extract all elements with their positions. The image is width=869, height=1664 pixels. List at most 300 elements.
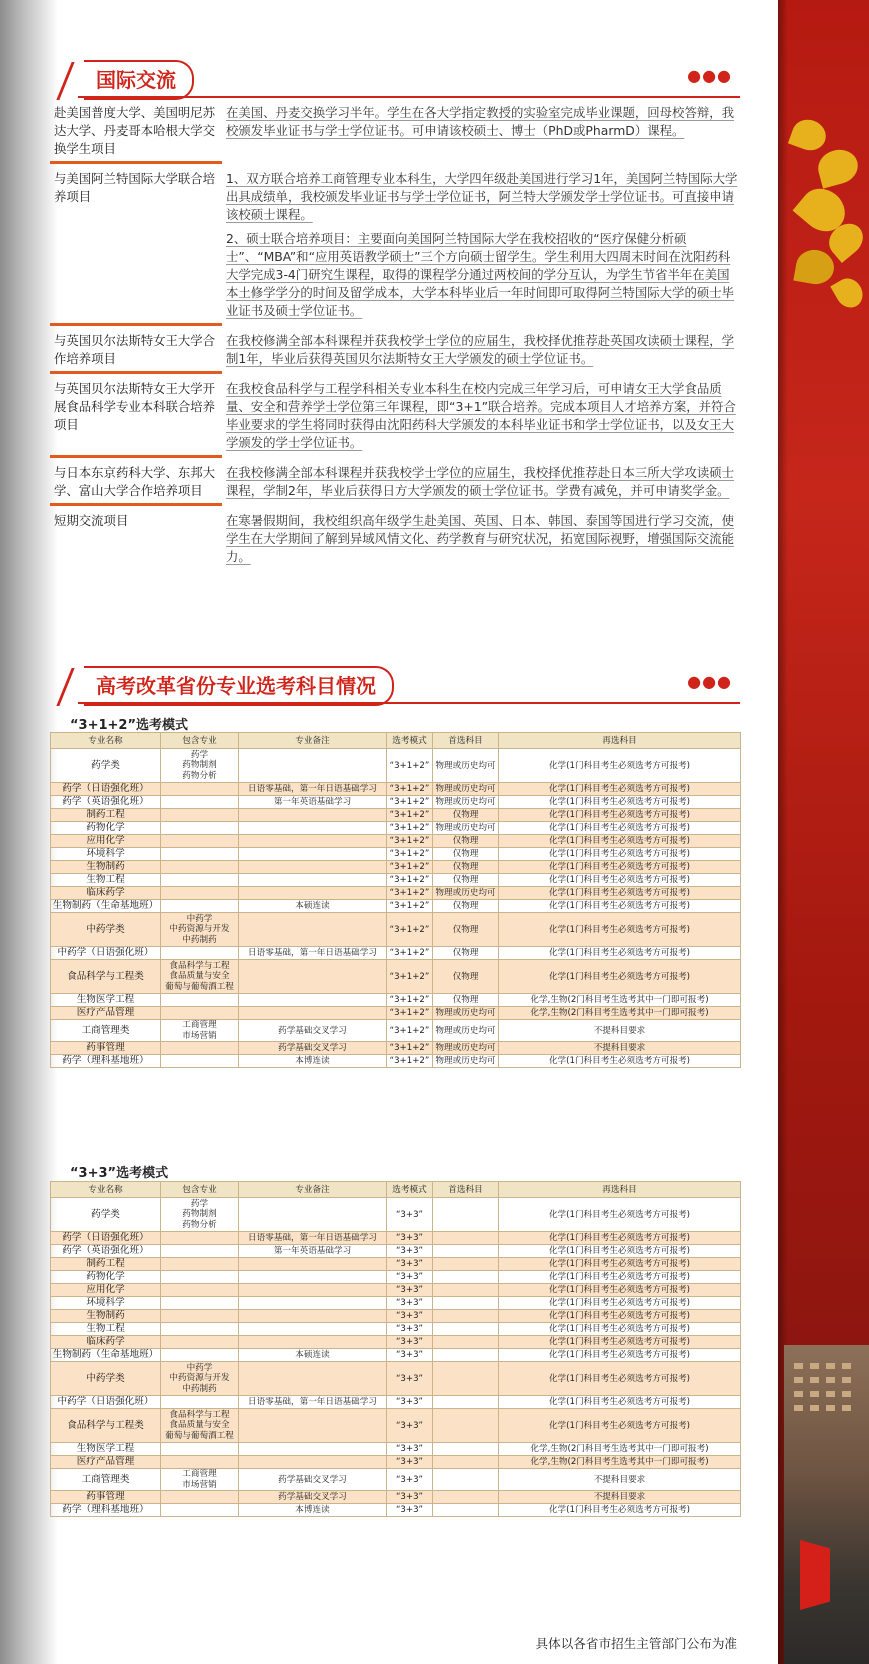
dots-icon: ●●● — [687, 66, 732, 85]
column-header: 再选科目 — [499, 733, 741, 749]
major-note: 药学基础交叉学习 — [239, 1491, 387, 1504]
row-separator — [50, 503, 222, 506]
table-row — [51, 861, 741, 874]
major-name: 医疗产品管理 — [51, 1007, 161, 1020]
exam-mode: “3+3” — [387, 1310, 433, 1323]
included-major: 工商管理 — [182, 1469, 217, 1479]
first-subject: 仅物理 — [433, 835, 499, 848]
exam-mode: “3+1+2” — [387, 1020, 433, 1042]
major-name: 制药工程 — [51, 1258, 161, 1271]
column-header: 专业名称 — [51, 733, 161, 749]
second-subject: 化学(1门科目考生必须选考方可报考) — [499, 835, 741, 848]
included-major: 药学 — [190, 749, 209, 760]
major-name: 药学（理科基地班） — [51, 1055, 161, 1068]
included-majors — [161, 1007, 239, 1020]
program-paragraph — [226, 332, 740, 368]
second-subject: 化学(1门科目考生必须选考方可报考) — [499, 1349, 741, 1362]
second-subject: 化学,生物(2门科目考生选考其中一门即可报考) — [499, 1443, 741, 1456]
table-row — [51, 822, 741, 835]
first-subject — [433, 1245, 499, 1258]
major-name: 生物工程 — [51, 1323, 161, 1336]
included-majors — [161, 1491, 239, 1504]
exam-mode: “3+1+2” — [387, 809, 433, 822]
second-subject: 化学(1门科目考生必须选考方可报考) — [499, 796, 741, 809]
major-note — [239, 809, 387, 822]
exam-mode: “3+1+2” — [387, 900, 433, 913]
included-majors — [161, 1055, 239, 1068]
included-major: 市场营销 — [182, 1479, 217, 1490]
included-major: 药学 — [190, 1198, 209, 1209]
row-separator — [50, 161, 222, 164]
table-row — [51, 1504, 741, 1517]
major-name: 药学类 — [51, 1198, 161, 1232]
first-subject — [433, 1491, 499, 1504]
exam-mode: “3+3” — [387, 1271, 433, 1284]
exam-mode: “3+3” — [387, 1336, 433, 1349]
second-subject: 化学(1门科目考生必须选考方可报考) — [499, 1336, 741, 1349]
program-row — [50, 104, 740, 158]
table-row — [51, 913, 741, 947]
paragraph-text: 在寒暑假期间，我校组织高年级学生赴美国、英国、日本、韩国、泰国等国进行学习交流，使学生在大学期间了解到异域风情文化、药学教育与研究状况，拓宽国际视野，增强国际交流能力。 — [226, 513, 735, 564]
column-header: 专业名称 — [51, 1182, 161, 1198]
exam-mode: “3+1+2” — [387, 848, 433, 861]
table-row — [51, 1336, 741, 1349]
included-major: 中药资源与开发 — [169, 1373, 230, 1384]
exam-mode: “3+1+2” — [387, 1042, 433, 1055]
exam-mode: “3+3” — [387, 1258, 433, 1271]
included-majors — [161, 1362, 239, 1396]
first-subject: 仅物理 — [433, 994, 499, 1007]
second-subject: 不提科目要求 — [499, 1491, 741, 1504]
second-subject: 化学(1门科目考生必须选考方可报考) — [499, 947, 741, 960]
first-subject — [433, 1323, 499, 1336]
exam-mode: “3+3” — [387, 1284, 433, 1297]
major-note: 药学基础交叉学习 — [239, 1469, 387, 1491]
first-subject — [433, 1409, 499, 1443]
second-subject: 化学(1门科目考生必须选考方可报考) — [499, 783, 741, 796]
first-subject — [433, 1284, 499, 1297]
exam-mode: “3+1+2” — [387, 822, 433, 835]
exam-mode: “3+1+2” — [387, 835, 433, 848]
program-paragraph — [226, 230, 740, 320]
second-subject: 化学(1门科目考生必须选考方可报考) — [499, 874, 741, 887]
table-row — [51, 1469, 741, 1491]
exam-mode: “3+3” — [387, 1409, 433, 1443]
table-row — [51, 835, 741, 848]
paragraph-text: 在美国、丹麦交换学习半年。学生在各大学指定教授的实验室完成毕业课题，回母校答辩，我校颁发毕业证书与学士学位证书。可申请该校硕士、博士（PhD或PharmD）课程。 — [226, 105, 735, 138]
table-row — [51, 1349, 741, 1362]
program-paragraph — [226, 170, 740, 224]
major-note: 本博连读 — [239, 1504, 387, 1517]
first-subject — [433, 1396, 499, 1409]
first-subject — [433, 1198, 499, 1232]
included-majors — [161, 913, 239, 947]
first-subject: 仅物理 — [433, 861, 499, 874]
major-name: 药事管理 — [51, 1491, 161, 1504]
included-majors — [161, 1409, 239, 1443]
table-row — [51, 1007, 741, 1020]
exam-mode: “3+3” — [387, 1232, 433, 1245]
first-subject — [433, 1456, 499, 1469]
first-subject: 物理或历史均可 — [433, 822, 499, 835]
second-subject: 化学(1门科目考生必须选考方可报考) — [499, 1245, 741, 1258]
table-row — [51, 1323, 741, 1336]
program-name: 与日本东京药科大学、东邦大学、富山大学合作培养项目 — [54, 465, 216, 498]
first-subject: 仅物理 — [433, 900, 499, 913]
major-note — [239, 1310, 387, 1323]
red-flag — [800, 1540, 830, 1610]
second-subject: 化学(1门科目考生必须选考方可报考) — [499, 848, 741, 861]
major-name: 中药学类 — [51, 913, 161, 947]
second-subject: 不提科目要求 — [499, 1042, 741, 1055]
section-title: 高考改革省份专业选考科目情况 — [96, 674, 376, 698]
column-header: 首选科目 — [433, 733, 499, 749]
table-row — [51, 1284, 741, 1297]
exam-mode: “3+1+2” — [387, 1007, 433, 1020]
major-note — [239, 1456, 387, 1469]
first-subject: 物理或历史均可 — [433, 783, 499, 796]
exam-mode: “3+1+2” — [387, 947, 433, 960]
first-subject — [433, 1310, 499, 1323]
table-row — [51, 1491, 741, 1504]
table-row — [51, 1042, 741, 1055]
program-name: 短期交流项目 — [54, 513, 129, 528]
major-name: 应用化学 — [51, 1284, 161, 1297]
major-note — [239, 874, 387, 887]
included-majors — [161, 1245, 239, 1258]
table-row — [51, 1245, 741, 1258]
first-subject — [433, 1297, 499, 1310]
program-description — [226, 332, 740, 368]
included-majors — [161, 848, 239, 861]
program-paragraph — [226, 512, 740, 566]
subject-table-3-1-2 — [50, 732, 741, 1068]
included-major: 食品科学与工程 — [169, 1409, 230, 1420]
included-majors — [161, 900, 239, 913]
included-majors — [161, 874, 239, 887]
program-paragraph — [226, 104, 740, 140]
first-subject: 物理或历史均可 — [433, 1020, 499, 1042]
included-majors — [161, 1349, 239, 1362]
major-name: 药学（英语强化班） — [51, 796, 161, 809]
exam-mode: “3+1+2” — [387, 783, 433, 796]
major-note: 第一年英语基础学习 — [239, 796, 387, 809]
included-major: 食品质量与安全 — [169, 971, 230, 982]
second-subject: 不提科目要求 — [499, 1469, 741, 1491]
table-header-row — [51, 1182, 741, 1198]
column-header: 选考模式 — [387, 733, 433, 749]
exam-mode: “3+1+2” — [387, 874, 433, 887]
exam-mode: “3+3” — [387, 1396, 433, 1409]
included-majors — [161, 1271, 239, 1284]
mode-label: “3+1+2”选考模式 — [70, 718, 189, 733]
table-row — [51, 947, 741, 960]
major-name: 制药工程 — [51, 809, 161, 822]
major-note — [239, 1409, 387, 1443]
program-paragraph — [226, 380, 740, 452]
included-major: 中药制药 — [182, 1383, 217, 1394]
exam-mode: “3+1+2” — [387, 749, 433, 783]
program-description — [226, 464, 740, 500]
major-note: 本博连读 — [239, 1055, 387, 1068]
second-subject: 化学(1门科目考生必须选考方可报考) — [499, 1504, 741, 1517]
program-name: 与英国贝尔法斯特女王大学开展食品科学专业本科联合培养项目 — [54, 381, 216, 432]
exam-mode: “3+3” — [387, 1297, 433, 1310]
included-major: 中药制药 — [182, 934, 217, 945]
major-name: 食品科学与工程类 — [51, 960, 161, 994]
major-note: 日语零基础，第一年日语基础学习 — [239, 783, 387, 796]
included-majors — [161, 887, 239, 900]
paragraph-text: 在我校修满全部本科课程并获我校学士学位的应届生，我校择优推荐赴英国攻读硕士课程，学制1年，毕业后获得英国贝尔法斯特女王大学颁发的硕士学位证书。 — [226, 333, 735, 366]
major-note — [239, 1323, 387, 1336]
first-subject — [433, 1349, 499, 1362]
major-name: 生物工程 — [51, 874, 161, 887]
major-note — [239, 1258, 387, 1271]
major-name: 生物制药（生命基地班） — [51, 900, 161, 913]
major-name: 生物医学工程 — [51, 994, 161, 1007]
major-name: 药学（英语强化班） — [51, 1245, 161, 1258]
table-row — [51, 1198, 741, 1232]
first-subject: 物理或历史均可 — [433, 887, 499, 900]
exam-mode: “3+3” — [387, 1491, 433, 1504]
exam-mode: “3+1+2” — [387, 887, 433, 900]
included-majors — [161, 960, 239, 994]
program-name: 赴美国普度大学、美国明尼苏达大学、丹麦哥本哈根大学交换学生项目 — [54, 105, 216, 156]
first-subject — [433, 1504, 499, 1517]
included-majors — [161, 861, 239, 874]
major-name: 生物制药 — [51, 861, 161, 874]
major-note — [239, 1443, 387, 1456]
major-name: 药物化学 — [51, 822, 161, 835]
included-majors — [161, 1232, 239, 1245]
paragraph-text: 2、硕士联合培养项目：主要面向美国阿兰特国际大学在我校招收的“医疗保健分析硕士”、“MBA”和“应用英语教学硕士”三个方向硕士留学生。学生利用大四周末时间在沈阳药科大学完成3-4门研究生课程，取得的课程学分通过两校间的学分互认，为学生节省半年在美国本土修学学分的时间及留学成本，大学本科毕业后一年时间即可取得阿兰特国际大学的硕士毕业证书及硕士学位证书。 — [226, 231, 735, 318]
table-row — [51, 1362, 741, 1396]
major-note: 本硕连读 — [239, 1349, 387, 1362]
second-subject: 化学(1门科目考生必须选考方可报考) — [499, 913, 741, 947]
table-row — [51, 1297, 741, 1310]
table-row — [51, 749, 741, 783]
major-name: 药学类 — [51, 749, 161, 783]
major-note — [239, 994, 387, 1007]
included-majors — [161, 749, 239, 783]
first-subject: 物理或历史均可 — [433, 1055, 499, 1068]
major-note: 日语零基础，第一年日语基础学习 — [239, 1396, 387, 1409]
program-description — [226, 512, 740, 566]
exam-mode: “3+3” — [387, 1504, 433, 1517]
major-name: 临床药学 — [51, 887, 161, 900]
included-majors — [161, 796, 239, 809]
row-separator — [50, 371, 222, 374]
table-row — [51, 783, 741, 796]
included-majors — [161, 1198, 239, 1232]
exam-mode: “3+1+2” — [387, 960, 433, 994]
table-row — [51, 960, 741, 994]
second-subject: 化学(1门科目考生必须选考方可报考) — [499, 861, 741, 874]
column-header: 选考模式 — [387, 1182, 433, 1198]
section-header-intl — [48, 58, 740, 100]
included-major: 市场营销 — [182, 1030, 217, 1041]
table-row — [51, 1443, 741, 1456]
table-row — [51, 874, 741, 887]
section-header-subjects — [48, 664, 740, 706]
decorative-photo-strip — [778, 0, 869, 1664]
exam-mode: “3+3” — [387, 1323, 433, 1336]
table-row — [51, 994, 741, 1007]
major-name: 环境科学 — [51, 1297, 161, 1310]
first-subject: 仅物理 — [433, 947, 499, 960]
major-note: 药学基础交叉学习 — [239, 1020, 387, 1042]
major-note: 本硕连读 — [239, 900, 387, 913]
included-majors — [161, 1504, 239, 1517]
second-subject: 化学(1门科目考生必须选考方可报考) — [499, 960, 741, 994]
second-subject: 化学,生物(2门科目考生选考其中一门即可报考) — [499, 1007, 741, 1020]
exam-mode: “3+1+2” — [387, 1055, 433, 1068]
program-description — [226, 380, 740, 452]
second-subject: 化学(1门科目考生必须选考方可报考) — [499, 1362, 741, 1396]
major-note — [239, 1297, 387, 1310]
major-note — [239, 835, 387, 848]
major-name: 药事管理 — [51, 1042, 161, 1055]
paragraph-text: 在我校修满全部本科课程并获我校学士学位的应届生，我校择优推荐赴日本三所大学攻读硕士课程，学制2年，毕业后获得日方大学颁发的硕士学位证书。学费有减免，并可申请奖学金。 — [226, 465, 735, 498]
major-name: 中药学类 — [51, 1362, 161, 1396]
first-subject — [433, 1271, 499, 1284]
major-name: 药学（日语强化班） — [51, 783, 161, 796]
included-majors — [161, 1396, 239, 1409]
included-major: 中药学 — [186, 913, 213, 924]
included-majors — [161, 1042, 239, 1055]
major-note: 日语零基础，第一年日语基础学习 — [239, 1232, 387, 1245]
major-note — [239, 861, 387, 874]
major-note — [239, 1284, 387, 1297]
included-major: 食品科学与工程 — [169, 960, 230, 971]
included-major: 中药学 — [186, 1362, 213, 1373]
major-name: 中药学（日语强化班） — [51, 1396, 161, 1409]
included-majors — [161, 783, 239, 796]
program-row — [50, 170, 740, 320]
program-row — [50, 464, 740, 500]
second-subject: 化学(1门科目考生必须选考方可报考) — [499, 1271, 741, 1284]
major-name: 工商管理类 — [51, 1020, 161, 1042]
first-subject — [433, 1232, 499, 1245]
table-row — [51, 1456, 741, 1469]
second-subject: 化学(1门科目考生必须选考方可报考) — [499, 1396, 741, 1409]
program-row — [50, 332, 740, 368]
first-subject — [433, 1443, 499, 1456]
section-title: 国际交流 — [96, 68, 176, 92]
table-row — [51, 1258, 741, 1271]
major-note: 第一年英语基础学习 — [239, 1245, 387, 1258]
major-name: 工商管理类 — [51, 1469, 161, 1491]
first-subject — [433, 1469, 499, 1491]
second-subject: 化学(1门科目考生必须选考方可报考) — [499, 1297, 741, 1310]
program-description — [226, 170, 740, 320]
column-header: 包含专业 — [161, 733, 239, 749]
major-note: 药学基础交叉学习 — [239, 1042, 387, 1055]
second-subject: 化学(1门科目考生必须选考方可报考) — [499, 1409, 741, 1443]
intl-program-list — [50, 104, 740, 566]
major-name: 医疗产品管理 — [51, 1456, 161, 1469]
second-subject: 化学(1门科目考生必须选考方可报考) — [499, 822, 741, 835]
second-subject: 化学(1门科目考生必须选考方可报考) — [499, 1258, 741, 1271]
included-major: 药物分析 — [182, 770, 217, 781]
major-note — [239, 1271, 387, 1284]
table-row — [51, 887, 741, 900]
subject-table-3-3 — [50, 1181, 741, 1517]
major-name: 药学（日语强化班） — [51, 1232, 161, 1245]
second-subject: 化学(1门科目考生必须选考方可报考) — [499, 1055, 741, 1068]
exam-mode: “3+1+2” — [387, 913, 433, 947]
included-major: 药物分析 — [182, 1219, 217, 1230]
included-majors — [161, 1443, 239, 1456]
dots-icon: ●●● — [687, 672, 732, 691]
included-majors — [161, 947, 239, 960]
major-note — [239, 887, 387, 900]
paragraph-text: 在我校食品科学与工程学科相关专业本科生在校内完成三年学习后，可申请女王大学食品质量、安全和营养学士学位第三年课程，即“3+1”联合培养。完成本项目人才培养方案，并符合毕业要求的学生将同时获得由沈阳药科大学颁发的本科毕业证书和学士学位证书，以及女王大学颁发的学士学位证书。 — [226, 381, 736, 450]
campus-building-photo — [784, 1345, 869, 1664]
table-row — [51, 1271, 741, 1284]
included-majors — [161, 1258, 239, 1271]
second-subject: 化学,生物(2门科目考生选考其中一门即可报考) — [499, 1456, 741, 1469]
column-header: 包含专业 — [161, 1182, 239, 1198]
major-name: 环境科学 — [51, 848, 161, 861]
second-subject: 化学(1门科目考生必须选考方可报考) — [499, 1284, 741, 1297]
table-row — [51, 809, 741, 822]
first-subject — [433, 1362, 499, 1396]
exam-mode: “3+3” — [387, 1198, 433, 1232]
included-majors — [161, 1323, 239, 1336]
exam-mode: “3+3” — [387, 1349, 433, 1362]
major-note — [239, 848, 387, 861]
first-subject: 物理或历史均可 — [433, 1007, 499, 1020]
first-subject — [433, 1336, 499, 1349]
included-major: 食品质量与安全 — [169, 1420, 230, 1431]
major-name: 食品科学与工程类 — [51, 1409, 161, 1443]
major-name: 中药学（日语强化班） — [51, 947, 161, 960]
second-subject: 化学(1门科目考生必须选考方可报考) — [499, 1310, 741, 1323]
included-majors — [161, 994, 239, 1007]
column-header: 首选科目 — [433, 1182, 499, 1198]
column-header: 专业备注 — [239, 1182, 387, 1198]
first-subject: 物理或历史均可 — [433, 796, 499, 809]
included-majors — [161, 1284, 239, 1297]
table-row — [51, 900, 741, 913]
major-note — [239, 749, 387, 783]
exam-mode: “3+3” — [387, 1245, 433, 1258]
included-majors — [161, 809, 239, 822]
exam-mode: “3+1+2” — [387, 796, 433, 809]
first-subject: 物理或历史均可 — [433, 749, 499, 783]
table-row — [51, 796, 741, 809]
second-subject: 化学(1门科目考生必须选考方可报考) — [499, 1198, 741, 1232]
exam-mode: “3+3” — [387, 1362, 433, 1396]
major-name: 生物制药 — [51, 1310, 161, 1323]
major-name: 生物医学工程 — [51, 1443, 161, 1456]
included-major: 葡萄与葡萄酒工程 — [165, 1430, 234, 1441]
paragraph-text: 1、双方联合培养工商管理专业本科生，大学四年级赴美国进行学习1年，美国阿兰特国际大学出具成绩单，我校颁发毕业证书与学士学位证书，阿兰特大学颁发学士学位证书。可直接申请该校硕士课程。 — [226, 171, 738, 222]
column-header: 再选科目 — [499, 1182, 741, 1198]
table-row — [51, 848, 741, 861]
exam-mode: “3+3” — [387, 1456, 433, 1469]
exam-mode: “3+1+2” — [387, 994, 433, 1007]
first-subject: 物理或历史均可 — [433, 1042, 499, 1055]
major-name: 生物制药（生命基地班） — [51, 1349, 161, 1362]
second-subject: 化学,生物(2门科目考生选考其中一门即可报考) — [499, 994, 741, 1007]
included-majors — [161, 835, 239, 848]
program-row — [50, 380, 740, 452]
included-major: 工商管理 — [182, 1020, 217, 1030]
first-subject — [433, 1258, 499, 1271]
major-note — [239, 1336, 387, 1349]
